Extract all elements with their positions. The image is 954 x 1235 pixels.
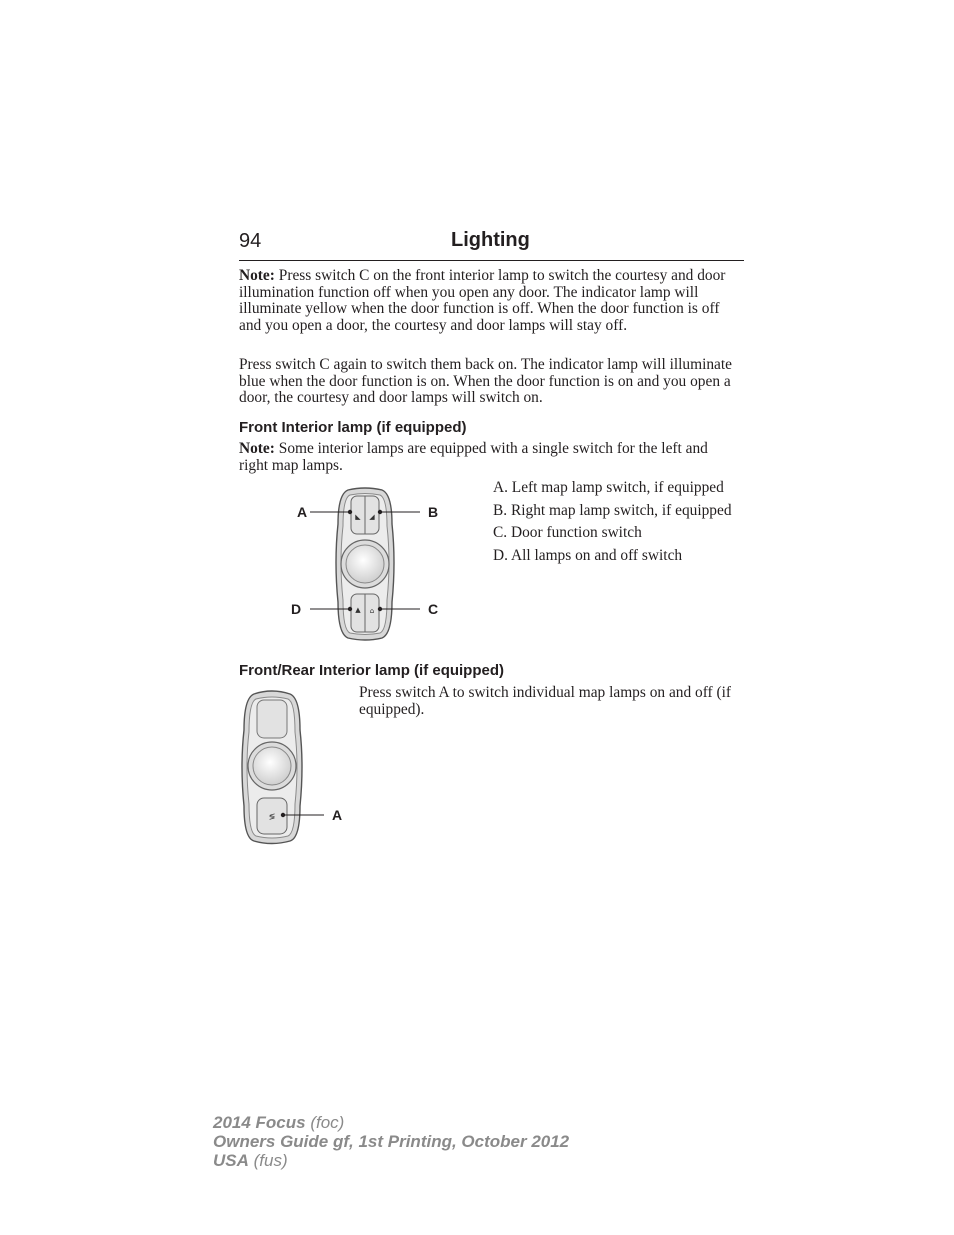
callout-label-a: A: [332, 807, 343, 823]
front-interior-lamp-figure: [280, 484, 450, 644]
front-rear-interior-lamp-figure: [236, 686, 356, 846]
note-label: Note:: [239, 267, 275, 284]
svg-text:≶: ≶: [268, 812, 276, 821]
section-heading-front-rear-interior: Front/Rear Interior lamp (if equipped): [239, 662, 505, 679]
section-heading-front-interior: Front Interior lamp (if equipped): [239, 419, 467, 436]
footer-model-code: (foc): [305, 1113, 345, 1132]
legend-item-c: C. Door function switch: [493, 524, 642, 542]
svg-text:◢: ◢: [369, 513, 375, 521]
page-header: [239, 228, 744, 261]
page-number: 94: [239, 230, 262, 252]
callout-label-a: A: [297, 504, 308, 520]
footer-market-code: (fus): [248, 1151, 288, 1170]
callout-label-c: C: [428, 601, 439, 617]
note-paragraph-front-interior: [239, 441, 739, 474]
note-label: Note:: [239, 440, 275, 457]
callout-label-d: D: [291, 601, 302, 617]
svg-text:▲: ▲: [355, 606, 361, 614]
page-footer: [213, 1113, 569, 1170]
chapter-title: Lighting: [451, 229, 530, 251]
note-text: Press switch C on the front interior lamp to switch the courtesy and door illumination function off when you open any door. The indicator lamp will illuminate yellow when the door function is off. When the door function is off and you open a door, the courtesy and door lamps will stay off.: [239, 267, 726, 334]
svg-text:◣: ◣: [355, 513, 361, 521]
footer-market: USA: [213, 1151, 249, 1170]
note-text: Some interior lamps are equipped with a single switch for the left and right map lamps.: [239, 440, 708, 474]
footer-line-3: [213, 1151, 569, 1170]
figure-legend: [493, 480, 733, 570]
svg-text:⌂: ⌂: [369, 607, 375, 615]
footer-model: 2014 Focus: [213, 1113, 306, 1132]
callout-label-b: B: [428, 504, 439, 520]
paragraph-2: Press switch C again to switch them back on. The indicator lamp will illuminate blue when the door function is on. When the door function is on and you open a door, the courtesy and door lamps will switch on.: [239, 356, 732, 407]
footer-line-1: [213, 1113, 569, 1132]
legend-item-d: D. All lamps on and off switch: [493, 546, 683, 564]
front-rear-paragraph: Press switch A to switch individual map lamps on and off (if equipped).: [359, 684, 732, 718]
legend-item-a: A. Left map lamp switch, if equipped: [493, 479, 724, 496]
note-paragraph-1: [239, 268, 739, 334]
legend-item-b: B. Right map lamp switch, if equipped: [493, 501, 732, 519]
footer-line-2: Owners Guide gf, 1st Printing, October 2012: [213, 1132, 570, 1151]
